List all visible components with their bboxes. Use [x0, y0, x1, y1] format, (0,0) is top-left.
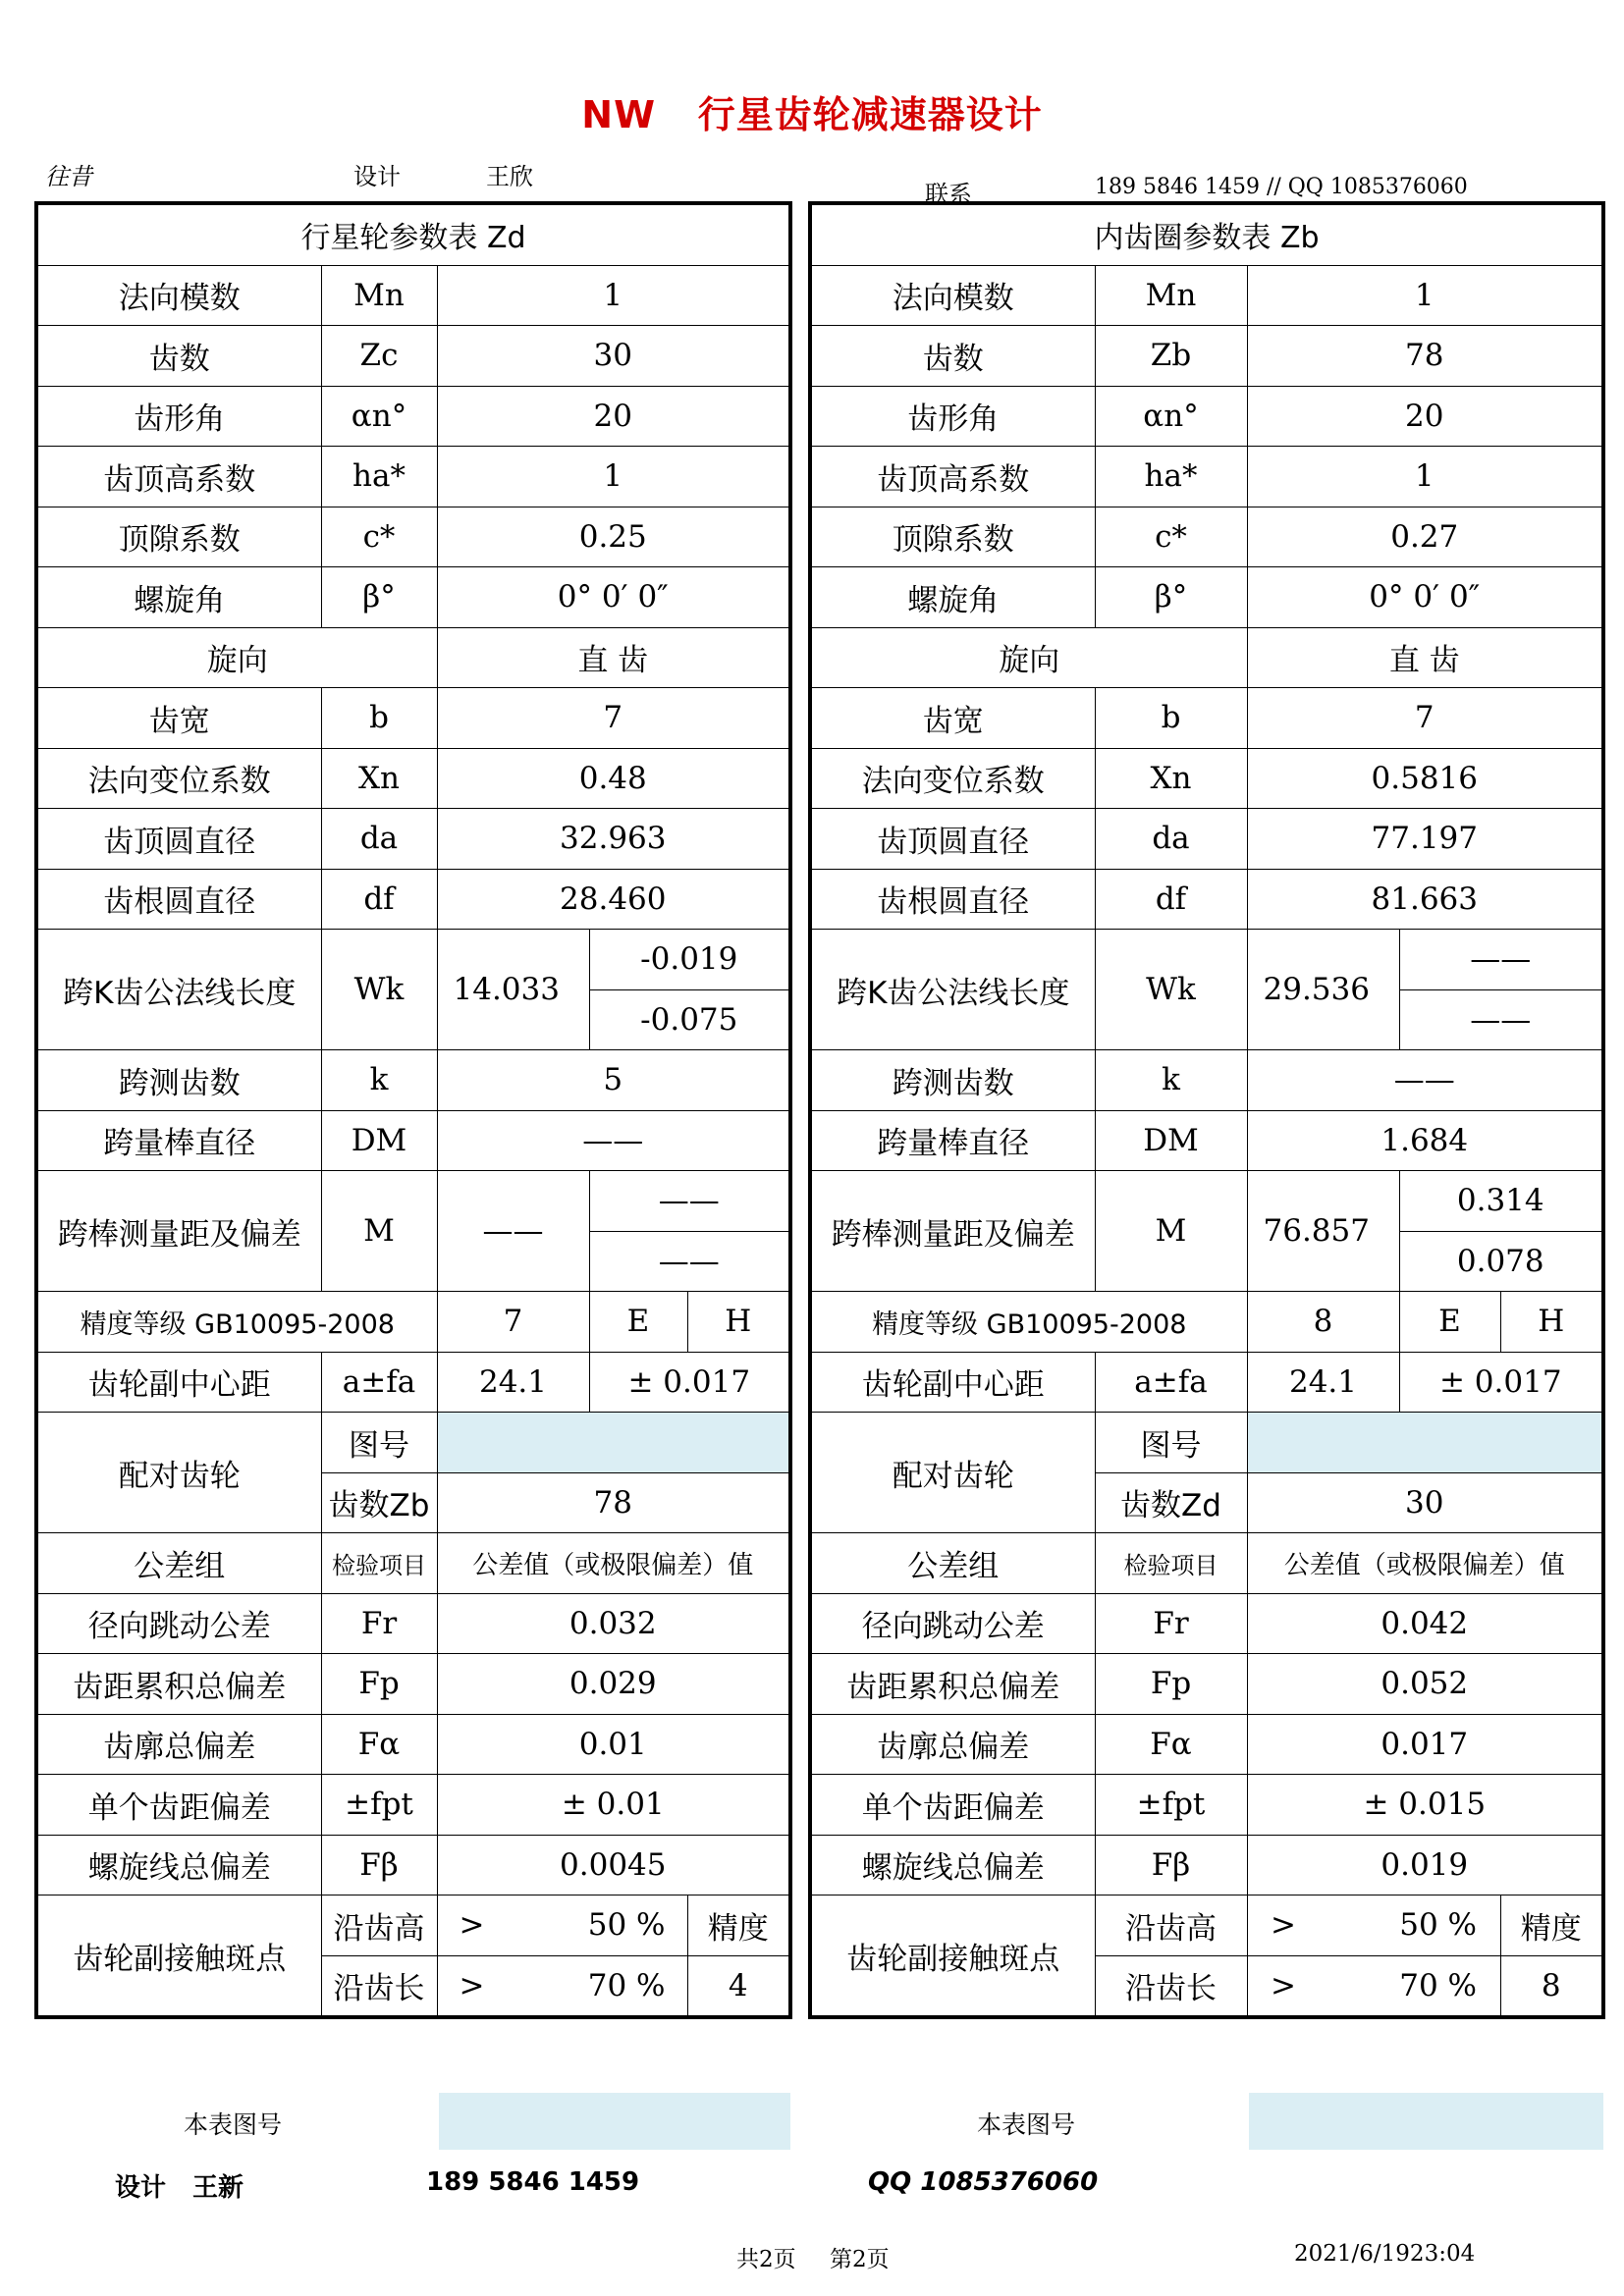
param-symbol: αn° — [1095, 386, 1247, 447]
tol-group-header: 公差组 — [810, 1533, 1095, 1594]
param-symbol: df — [1095, 869, 1247, 930]
tol-name: 齿距累积总偏差 — [810, 1654, 1095, 1715]
param-symbol: da — [1095, 809, 1247, 870]
param-value: 30 — [437, 326, 790, 387]
param-symbol: da — [321, 809, 437, 870]
mate-drawing-number[interactable] — [1247, 1413, 1603, 1473]
mate-name: 配对齿轮 — [810, 1413, 1095, 1533]
tol-value: 0.019 — [1247, 1835, 1603, 1896]
accuracy-e: E — [1399, 1292, 1500, 1353]
param-value: 20 — [437, 386, 790, 447]
param-symbol: b — [1095, 688, 1247, 749]
param-name: 法向模数 — [810, 265, 1095, 326]
tol-symbol: Fp — [321, 1654, 437, 1715]
tol-name: 齿距累积总偏差 — [36, 1654, 321, 1715]
param-symbol: ha* — [1095, 447, 1247, 507]
accuracy-name: 精度等级 GB10095-2008 — [36, 1292, 437, 1353]
tol-name: 径向跳动公差 — [810, 1593, 1095, 1654]
tol-value: ± 0.01 — [437, 1775, 790, 1836]
param-name: 齿根圆直径 — [810, 869, 1095, 930]
mate-teeth-value: 78 — [437, 1472, 790, 1533]
param-value: 0° 0′ 0″ — [437, 567, 790, 628]
contact-accuracy-label: 精度 — [687, 1896, 790, 1956]
param-name: 法向变位系数 — [36, 748, 321, 809]
param-value: 1 — [1247, 447, 1603, 507]
mate-teeth-label: 齿数Zb — [321, 1472, 437, 1533]
center-symbol: a±fa — [321, 1352, 437, 1413]
center-value: 24.1 — [1247, 1352, 1399, 1413]
m-symbol: M — [321, 1171, 437, 1292]
param-value: 1 — [1247, 265, 1603, 326]
param-value: 0.25 — [437, 507, 790, 567]
param-value: 1 — [437, 447, 790, 507]
mate-drawing-label: 图号 — [1095, 1413, 1247, 1473]
center-tolerance: ± 0.017 — [1399, 1352, 1603, 1413]
contact-height — [1247, 1896, 1500, 1956]
tol-value: 0.0045 — [437, 1835, 790, 1896]
param-name: 齿顶高系数 — [36, 447, 321, 507]
param-name: 齿宽 — [810, 688, 1095, 749]
k-value: 5 — [437, 1050, 790, 1111]
dm-symbol: DM — [321, 1110, 437, 1171]
center-symbol: a±fa — [1095, 1352, 1247, 1413]
footer-designer: 王新 — [192, 2173, 244, 2203]
wk-symbol: Wk — [1095, 930, 1247, 1050]
direction-value: 直 齿 — [1247, 627, 1603, 688]
param-value: 28.460 — [437, 869, 790, 930]
param-symbol: ha* — [321, 447, 437, 507]
tol-symbol: Fr — [1095, 1593, 1247, 1654]
wk-lower-deviation: —— — [1399, 989, 1603, 1050]
m-upper-deviation: —— — [589, 1171, 790, 1232]
m-value: 76.857 — [1247, 1171, 1399, 1292]
footer-design-label: 设计 — [115, 2173, 167, 2203]
param-symbol: Zb — [1095, 326, 1247, 387]
wk-name: 跨K齿公法线长度 — [36, 930, 321, 1050]
param-symbol: df — [321, 869, 437, 930]
param-name: 齿根圆直径 — [36, 869, 321, 930]
param-symbol: Mn — [321, 265, 437, 326]
accuracy-h: H — [687, 1292, 790, 1353]
param-name: 螺旋角 — [810, 567, 1095, 628]
tol-symbol: ±fpt — [321, 1775, 437, 1836]
tol-name: 单个齿距偏差 — [810, 1775, 1095, 1836]
dm-name: 跨量棒直径 — [36, 1110, 321, 1171]
contact-accuracy-label: 精度 — [1500, 1896, 1603, 1956]
param-name: 齿宽 — [36, 688, 321, 749]
contact-height — [437, 1896, 687, 1956]
drawing-number-field-left[interactable] — [439, 2093, 790, 2150]
contact-height-label: 沿齿高 — [321, 1896, 437, 1956]
tol-symbol: Fβ — [1095, 1835, 1247, 1896]
mate-teeth-label: 齿数Zd — [1095, 1472, 1247, 1533]
contact-length-label: 沿齿长 — [321, 1955, 437, 2017]
contact-length — [437, 1955, 687, 2017]
param-value: 81.663 — [1247, 869, 1603, 930]
param-name: 顶隙系数 — [36, 507, 321, 567]
dm-name: 跨量棒直径 — [810, 1110, 1095, 1171]
tol-name: 齿廓总偏差 — [810, 1714, 1095, 1775]
param-name: 齿顶高系数 — [810, 447, 1095, 507]
contact-height-compare: > — [459, 1907, 485, 1944]
contact-accuracy-value: 8 — [1500, 1955, 1603, 2017]
direction-label: 旋向 — [810, 627, 1247, 688]
contact-height-label: 沿齿高 — [1095, 1896, 1247, 1956]
k-symbol: k — [321, 1050, 437, 1111]
k-name: 跨测齿数 — [810, 1050, 1095, 1111]
param-name: 法向模数 — [36, 265, 321, 326]
tol-group-header: 公差组 — [36, 1533, 321, 1594]
mate-drawing-number[interactable] — [437, 1413, 790, 1473]
param-value: 1 — [437, 265, 790, 326]
planet-gear-table — [34, 201, 792, 2019]
drawing-number-label-left: 本表图号 — [184, 2110, 283, 2139]
mate-drawing-label: 图号 — [321, 1413, 437, 1473]
param-symbol: c* — [1095, 507, 1247, 567]
header-name: 往昔 — [45, 163, 92, 190]
center-tolerance: ± 0.017 — [589, 1352, 790, 1413]
param-symbol: β° — [1095, 567, 1247, 628]
param-value: 20 — [1247, 386, 1603, 447]
param-name: 齿数 — [36, 326, 321, 387]
contact-length-compare: > — [459, 1967, 485, 2003]
param-name: 法向变位系数 — [810, 748, 1095, 809]
page-title: NW 行星齿轮减速器设计 — [581, 93, 1043, 136]
param-name: 齿形角 — [36, 386, 321, 447]
param-symbol: Xn — [321, 748, 437, 809]
tol-symbol: Fp — [1095, 1654, 1247, 1715]
header-contact-label: 联系 — [925, 181, 972, 208]
param-symbol: αn° — [321, 386, 437, 447]
accuracy-h: H — [1500, 1292, 1603, 1353]
tol-name: 径向跳动公差 — [36, 1593, 321, 1654]
param-value: 7 — [1247, 688, 1603, 749]
param-name: 螺旋角 — [36, 567, 321, 628]
table-caption: 内齿圈参数表 Zb — [810, 203, 1603, 265]
drawing-number-label-right: 本表图号 — [977, 2110, 1076, 2139]
m-value: —— — [437, 1171, 589, 1292]
tol-name: 单个齿距偏差 — [36, 1775, 321, 1836]
wk-upper-deviation: —— — [1399, 930, 1603, 990]
accuracy-e: E — [589, 1292, 687, 1353]
m-name: 跨棒测量距及偏差 — [36, 1171, 321, 1292]
m-symbol: M — [1095, 1171, 1247, 1292]
tol-symbol: Fα — [1095, 1714, 1247, 1775]
contact-length-value: 70 % — [587, 1967, 666, 2003]
m-upper-deviation: 0.314 — [1399, 1171, 1603, 1232]
param-name: 顶隙系数 — [810, 507, 1095, 567]
tol-value: 0.052 — [1247, 1654, 1603, 1715]
tol-name: 齿廓总偏差 — [36, 1714, 321, 1775]
param-name: 齿形角 — [810, 386, 1095, 447]
center-name: 齿轮副中心距 — [810, 1352, 1095, 1413]
tol-value: 0.042 — [1247, 1593, 1603, 1654]
tol-item-header: 检验项目 — [321, 1533, 437, 1594]
center-value: 24.1 — [437, 1352, 589, 1413]
header-designer: 王欣 — [486, 163, 533, 190]
tol-value: 0.032 — [437, 1593, 790, 1654]
param-symbol: b — [321, 688, 437, 749]
contact-length-label: 沿齿长 — [1095, 1955, 1247, 2017]
m-lower-deviation: 0.078 — [1399, 1231, 1603, 1292]
m-name: 跨棒测量距及偏差 — [810, 1171, 1095, 1292]
param-value: 78 — [1247, 326, 1603, 387]
dm-symbol: DM — [1095, 1110, 1247, 1171]
contact-length — [1247, 1955, 1500, 2017]
tol-symbol: Fβ — [321, 1835, 437, 1896]
contact-length-value: 70 % — [1399, 1967, 1477, 2003]
tol-value: 0.01 — [437, 1714, 790, 1775]
k-symbol: k — [1095, 1050, 1247, 1111]
param-symbol: Xn — [1095, 748, 1247, 809]
contact-length-compare: > — [1271, 1967, 1296, 2003]
mate-teeth-value: 30 — [1247, 1472, 1603, 1533]
accuracy-value: 8 — [1247, 1292, 1399, 1353]
param-value: 32.963 — [437, 809, 790, 870]
drawing-number-field-right[interactable] — [1249, 2093, 1603, 2150]
wk-value: 29.536 — [1247, 930, 1399, 1050]
wk-symbol: Wk — [321, 930, 437, 1050]
mate-name: 配对齿轮 — [36, 1413, 321, 1533]
dm-value: 1.684 — [1247, 1110, 1603, 1171]
param-value: 0.5816 — [1247, 748, 1603, 809]
wk-lower-deviation: -0.075 — [589, 989, 790, 1050]
param-symbol: Mn — [1095, 265, 1247, 326]
tol-name: 螺旋线总偏差 — [810, 1835, 1095, 1896]
param-name: 齿顶圆直径 — [36, 809, 321, 870]
param-symbol: Zc — [321, 326, 437, 387]
print-datetime: 2021/6/1923:04 — [1294, 2241, 1476, 2267]
wk-name: 跨K齿公法线长度 — [810, 930, 1095, 1050]
tol-symbol: ±fpt — [1095, 1775, 1247, 1836]
tol-value: 0.029 — [437, 1654, 790, 1715]
param-name: 齿数 — [810, 326, 1095, 387]
ring-gear-table — [808, 201, 1605, 2019]
contact-name: 齿轮副接触斑点 — [36, 1896, 321, 2018]
direction-value: 直 齿 — [437, 627, 790, 688]
param-symbol: c* — [321, 507, 437, 567]
accuracy-value: 7 — [437, 1292, 589, 1353]
param-value: 0° 0′ 0″ — [1247, 567, 1603, 628]
center-name: 齿轮副中心距 — [36, 1352, 321, 1413]
contact-accuracy-value: 4 — [687, 1955, 790, 2017]
contact-height-value: 50 % — [1399, 1907, 1477, 1944]
param-value: 77.197 — [1247, 809, 1603, 870]
k-value: —— — [1247, 1050, 1603, 1111]
param-symbol: β° — [321, 567, 437, 628]
contact-name: 齿轮副接触斑点 — [810, 1896, 1095, 2018]
tol-value: ± 0.015 — [1247, 1775, 1603, 1836]
contact-height-value: 50 % — [587, 1907, 666, 1944]
accuracy-name: 精度等级 GB10095-2008 — [810, 1292, 1247, 1353]
m-lower-deviation: —— — [589, 1231, 790, 1292]
footer-phone: 189 5846 1459 — [426, 2167, 640, 2197]
tol-value-header: 公差值（或极限偏差）值 — [437, 1533, 790, 1594]
page-number: 第2页 — [830, 2247, 890, 2272]
tol-item-header: 检验项目 — [1095, 1533, 1247, 1594]
table-caption: 行星轮参数表 Zd — [36, 203, 790, 265]
page-count: 共2页 — [736, 2247, 796, 2272]
direction-label: 旋向 — [36, 627, 437, 688]
tol-value-header: 公差值（或极限偏差）值 — [1247, 1533, 1603, 1594]
param-value: 0.48 — [437, 748, 790, 809]
param-name: 齿顶圆直径 — [810, 809, 1095, 870]
k-name: 跨测齿数 — [36, 1050, 321, 1111]
tol-symbol: Fα — [321, 1714, 437, 1775]
footer-qq: QQ 1085376060 — [868, 2167, 1099, 2197]
header-design-label: 设计 — [353, 163, 401, 190]
tol-name: 螺旋线总偏差 — [36, 1835, 321, 1896]
param-value: 7 — [437, 688, 790, 749]
tol-symbol: Fr — [321, 1593, 437, 1654]
wk-upper-deviation: -0.019 — [589, 930, 790, 990]
tol-value: 0.017 — [1247, 1714, 1603, 1775]
dm-value: —— — [437, 1110, 790, 1171]
header-contact: 189 5846 1459 // QQ 1085376060 — [1095, 175, 1468, 199]
param-value: 0.27 — [1247, 507, 1603, 567]
wk-value: 14.033 — [437, 930, 589, 1050]
contact-height-compare: > — [1271, 1907, 1296, 1944]
